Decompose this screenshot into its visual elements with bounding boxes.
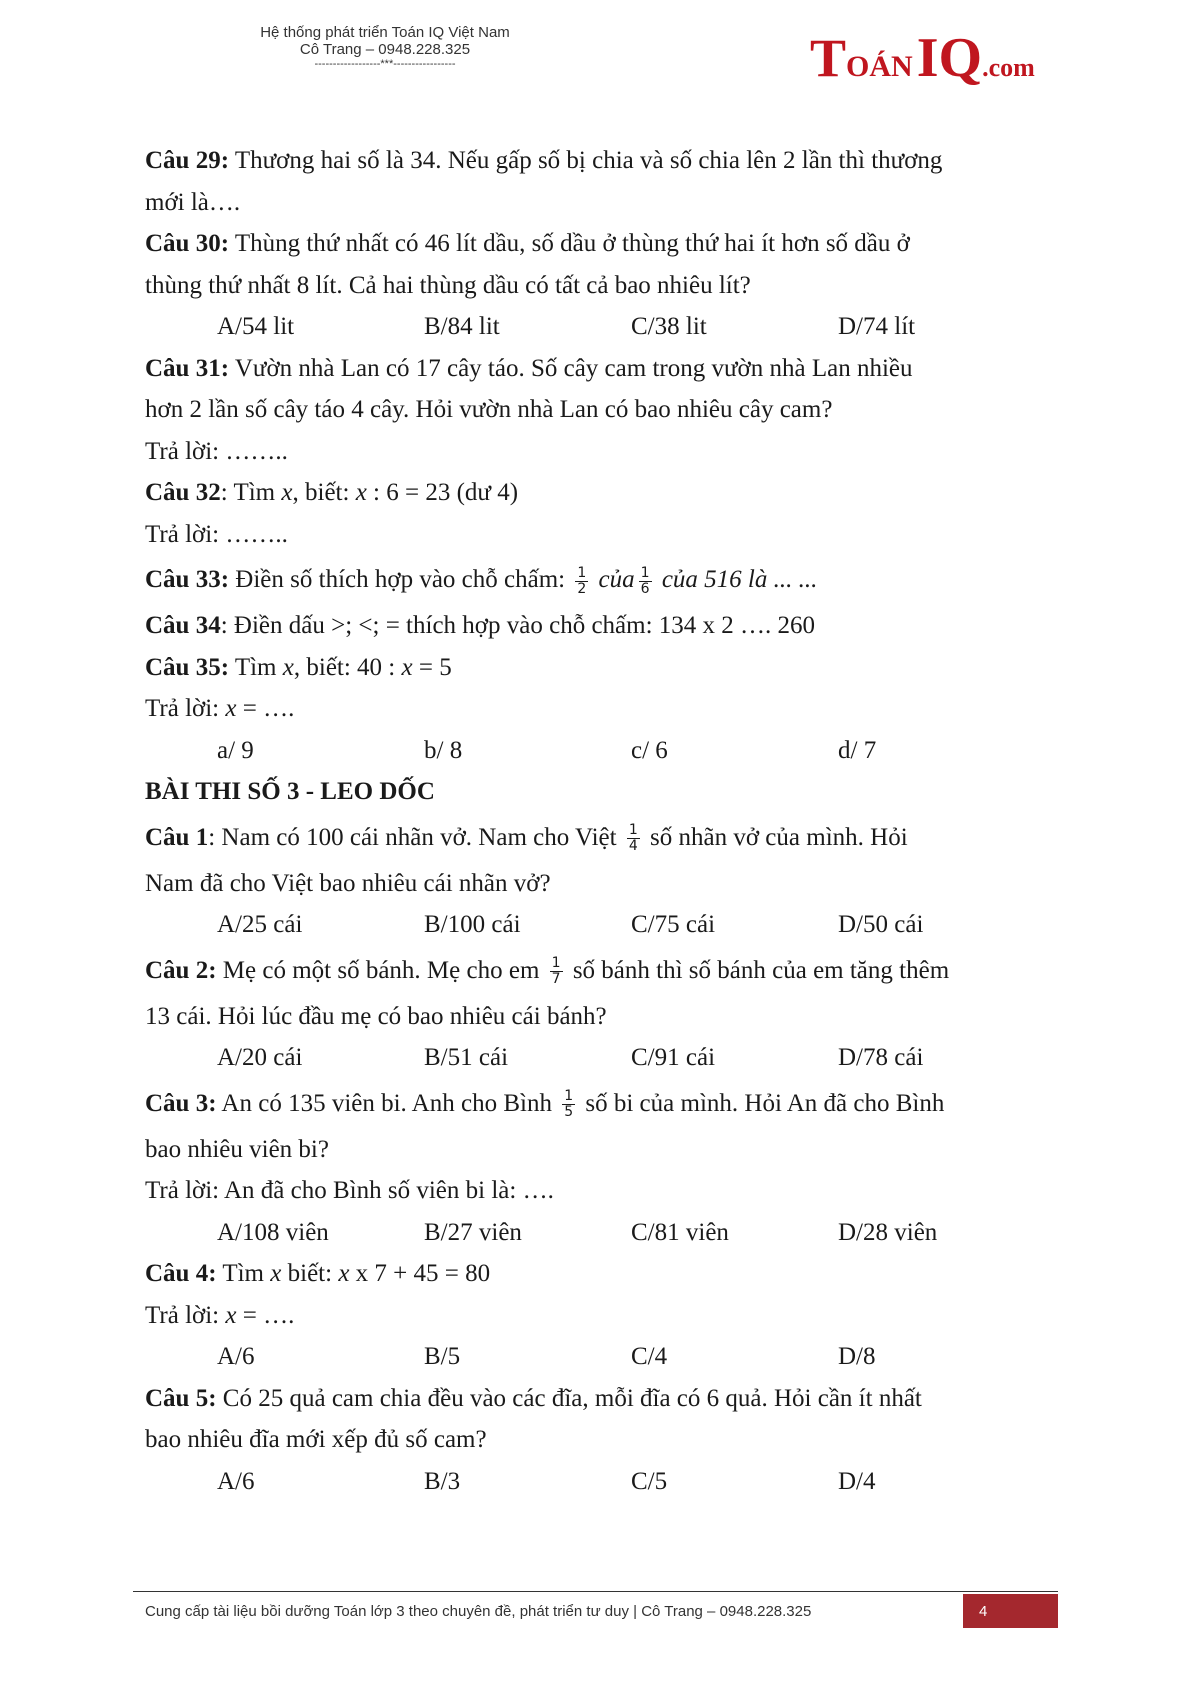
option-c: C/75 cái [631,911,716,938]
section-title: BÀI THI SỐ 3 - LEO DỐC [145,778,435,805]
option-b: B/51 cái [424,1044,509,1071]
footer-text: Cung cấp tài liệu bồi dưỡng Toán lớp 3 theo chuyên đề, phát triển tư duy | Cô Trang – 0948.228.325 [145,1603,812,1620]
question-31-answer: Trả lời: …….. [145,437,288,465]
s3-question-5: Câu 5: Có 25 quả cam chia đều vào các đĩa, mỗi đĩa có 6 quả. Hỏi cần ít nhất [145,1384,922,1412]
s3-question-4: Câu 4: Tìm x biết: x x 7 + 45 = 80 [145,1260,491,1287]
question-35: Câu 35: Tìm x, biết: 40 : x = 5 [145,653,452,681]
option-d: D/4 [838,1467,876,1495]
header-org: Hệ thống phát triển Toán IQ Việt Nam [260,24,510,41]
question-30-cont: thùng thứ nhất 8 lít. Cả hai thùng dầu có tất cả bao nhiêu lít? [145,271,751,299]
s3-question-1-cont: Nam đã cho Việt bao nhiêu cái nhãn vở? [145,869,551,897]
s3-question-2-options [145,1037,1045,1079]
option-b: B/5 [424,1343,461,1370]
s3-question-3-cont: bao nhiêu viên bi? [145,1135,329,1163]
header-contact: Cô Trang – 0948.228.325 [299,41,471,58]
question-35-answer: Trả lời: x = …. [145,695,295,722]
option-c: C/91 cái [631,1044,716,1071]
question-29-cont: mới là…. [145,188,241,216]
question-33: Câu 33: Điền số thích hợp vào chỗ chấm: $\frac{1}{2}$ của $\frac{1}{6}$ của 516 là ... ... [145,564,818,597]
s3-question-3: Câu 3: An có 135 viên bi. Anh cho Bình $\frac{1}{5}$ số bi của mình. Hỏi An đã cho Bình [145,1088,945,1121]
page-number-badge: 4 [963,1594,1058,1628]
option-d: d/ 7 [838,736,877,764]
s3-question-3-options [145,1212,1045,1254]
s3-question-1-options [145,904,1045,946]
option-c: c/ 6 [631,736,668,764]
question-32: Câu 32: Tìm x, biết: x : 6 = 23 (dư 4) [145,479,519,506]
question-32-answer: Trả lời: …….. [145,520,288,548]
question-35-options [145,730,1045,772]
option-a: A/6 [217,1343,255,1370]
option-d: D/8 [838,1343,876,1370]
option-a: A/108 viên [217,1218,329,1246]
question-34: Câu 34: Điền dấu >; <; = thích hợp vào chỗ chấm: 134 x 2 …. 260 [145,612,816,639]
fraction-1-5: $\frac{1}{5}$ [564,1088,574,1121]
s3-question-2-cont: 13 cái. Hỏi lúc đầu mẹ có bao nhiêu cái bánh? [145,1002,607,1030]
option-a: a/ 9 [217,736,254,764]
option-a: A/20 cái [217,1044,303,1071]
option-c: C/81 viên [631,1218,729,1246]
option-b: B/84 lit [424,313,500,340]
s3-question-5-cont: bao nhiêu đĩa mới xếp đủ số cam? [145,1426,487,1453]
option-b: B/3 [424,1467,461,1495]
option-a: A/25 cái [217,911,303,938]
fraction-1-6: $\frac{1}{6}$ [640,564,650,597]
s3-question-4-options [145,1336,1045,1378]
fraction-1-7: $\frac{1}{7}$ [551,955,561,988]
s3-question-1: Câu 1: Nam có 100 cái nhãn vở. Nam cho Việt $\frac{1}{4}$ số nhãn vở của mình. Hỏi [145,822,908,855]
s3-question-5-options [145,1461,1045,1503]
page-content [145,140,1045,1502]
option-a: A/6 [217,1467,255,1495]
question-30-options [145,306,1045,348]
question-30: Câu 30: Thùng thứ nhất có 46 lít dầu, số dầu ở thùng thứ hai ít hơn số dầu ở [145,230,910,257]
footer-divider [133,1591,1058,1592]
question-31: Câu 31: Vườn nhà Lan có 17 cây táo. Số cây cam trong vườn nhà Lan nhiều [145,354,913,382]
header-divider: ------------------***----------------- [314,58,456,70]
option-c: C/38 lit [631,313,707,340]
option-b: b/ 8 [424,736,463,764]
header-info [220,24,550,70]
fraction-1-4: $\frac{1}{4}$ [628,822,638,855]
toaniq-logo: TOÁN IQ.com [810,27,1035,89]
option-c: C/4 [631,1343,668,1370]
s3-question-2: Câu 2: Mẹ có một số bánh. Mẹ cho em $\frac{1}{7}$ số bánh thì số bánh của em tăng thêm [145,955,950,988]
question-31-cont: hơn 2 lần số cây táo 4 cây. Hỏi vườn nhà Lan có bao nhiêu cây cam? [145,396,833,423]
option-d: D/78 cái [838,1044,924,1071]
option-b: B/27 viên [424,1218,522,1246]
option-d: D/28 viên [838,1218,938,1246]
option-d: D/50 cái [838,911,924,938]
s3-question-3-answer: Trả lời: An đã cho Bình số viên bi là: …. [145,1177,554,1204]
question-29: Câu 29: Thương hai số là 34. Nếu gấp số bị chia và số chia lên 2 lần thì thương [145,147,943,174]
fraction-1-2: $\frac{1}{2}$ [577,564,587,597]
option-d: D/74 lít [838,313,916,340]
option-b: B/100 cái [424,911,521,938]
option-c: C/5 [631,1467,668,1495]
s3-question-4-answer: Trả lời: x = …. [145,1301,295,1329]
option-a: A/54 lit [217,313,295,340]
